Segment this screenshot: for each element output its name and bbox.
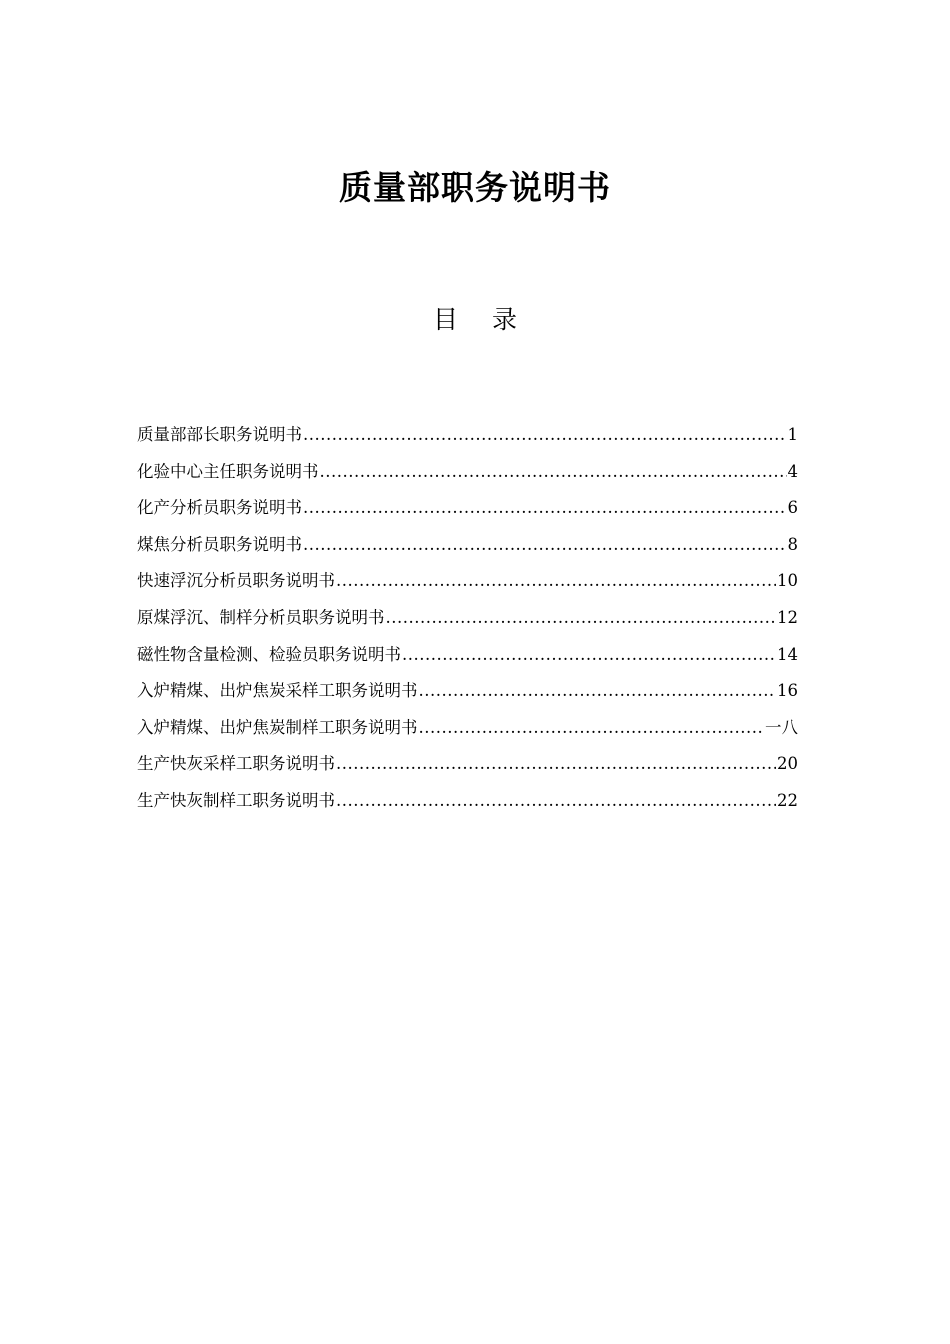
toc-entry-page: 10 bbox=[777, 571, 798, 591]
toc-entry-page: 8 bbox=[787, 534, 798, 554]
toc-entry-label: 化产分析员职务说明书 bbox=[137, 498, 302, 518]
toc-entry[interactable] bbox=[137, 420, 798, 457]
toc-entry[interactable] bbox=[137, 676, 798, 713]
toc-entry-label: 生产快灰采样工职务说明书 bbox=[137, 754, 335, 774]
toc-entry-page: 12 bbox=[777, 607, 798, 627]
toc-heading-char-2: 录 bbox=[492, 305, 518, 334]
document-title: 质量部职务说明书 bbox=[339, 168, 611, 207]
toc-entry-label: 入炉精煤、出炉焦炭采样工职务说明书 bbox=[137, 681, 418, 701]
toc-entry-page: 6 bbox=[787, 498, 798, 518]
toc-entry-page: 16 bbox=[777, 681, 798, 701]
toc-entry[interactable] bbox=[137, 457, 798, 494]
toc-dot-leader bbox=[419, 713, 765, 743]
toc-entry-label: 煤焦分析员职务说明书 bbox=[137, 534, 302, 554]
toc-entry-label: 质量部部长职务说明书 bbox=[137, 425, 302, 444]
toc-entry[interactable] bbox=[137, 530, 798, 567]
toc-entry-label: 入炉精煤、出炉焦炭制样工职务说明书 bbox=[137, 717, 418, 737]
toc-dot-leader bbox=[336, 566, 776, 596]
toc-list bbox=[137, 420, 798, 823]
toc-dot-leader bbox=[303, 493, 787, 523]
toc-entry[interactable] bbox=[137, 603, 798, 640]
toc-heading bbox=[0, 302, 950, 338]
toc-entry-label: 生产快灰制样工职务说明书 bbox=[137, 790, 335, 810]
toc-entry-page: 一八 bbox=[765, 717, 798, 737]
toc-entry[interactable] bbox=[137, 786, 798, 823]
toc-dot-leader bbox=[336, 749, 776, 779]
toc-entry-page: 1 bbox=[787, 425, 798, 444]
toc-entry[interactable] bbox=[137, 640, 798, 677]
toc-entry-page: 22 bbox=[777, 790, 798, 810]
toc-dot-leader bbox=[336, 786, 776, 816]
toc-entry[interactable] bbox=[137, 493, 798, 530]
toc-dot-leader bbox=[402, 640, 776, 670]
toc-entry-page: 20 bbox=[777, 754, 798, 774]
toc-dot-leader bbox=[303, 530, 787, 560]
toc-dot-leader bbox=[386, 603, 777, 633]
toc-entry-page: 14 bbox=[777, 644, 798, 664]
toc-entry[interactable] bbox=[137, 713, 798, 750]
toc-heading-char-1: 目 bbox=[432, 305, 458, 334]
toc-dot-leader bbox=[303, 420, 787, 450]
toc-dot-leader bbox=[320, 457, 787, 487]
toc-entry[interactable] bbox=[137, 749, 798, 786]
toc-entry-page: 4 bbox=[787, 461, 798, 481]
toc-dot-leader bbox=[419, 676, 777, 706]
toc-entry-label: 快速浮沉分析员职务说明书 bbox=[137, 571, 335, 591]
toc-entry-label: 原煤浮沉、制样分析员职务说明书 bbox=[137, 607, 385, 627]
toc-entry-label: 化验中心主任职务说明书 bbox=[137, 461, 319, 481]
toc-entry[interactable] bbox=[137, 566, 798, 603]
toc-entry-label: 磁性物含量检测、检验员职务说明书 bbox=[137, 644, 401, 664]
